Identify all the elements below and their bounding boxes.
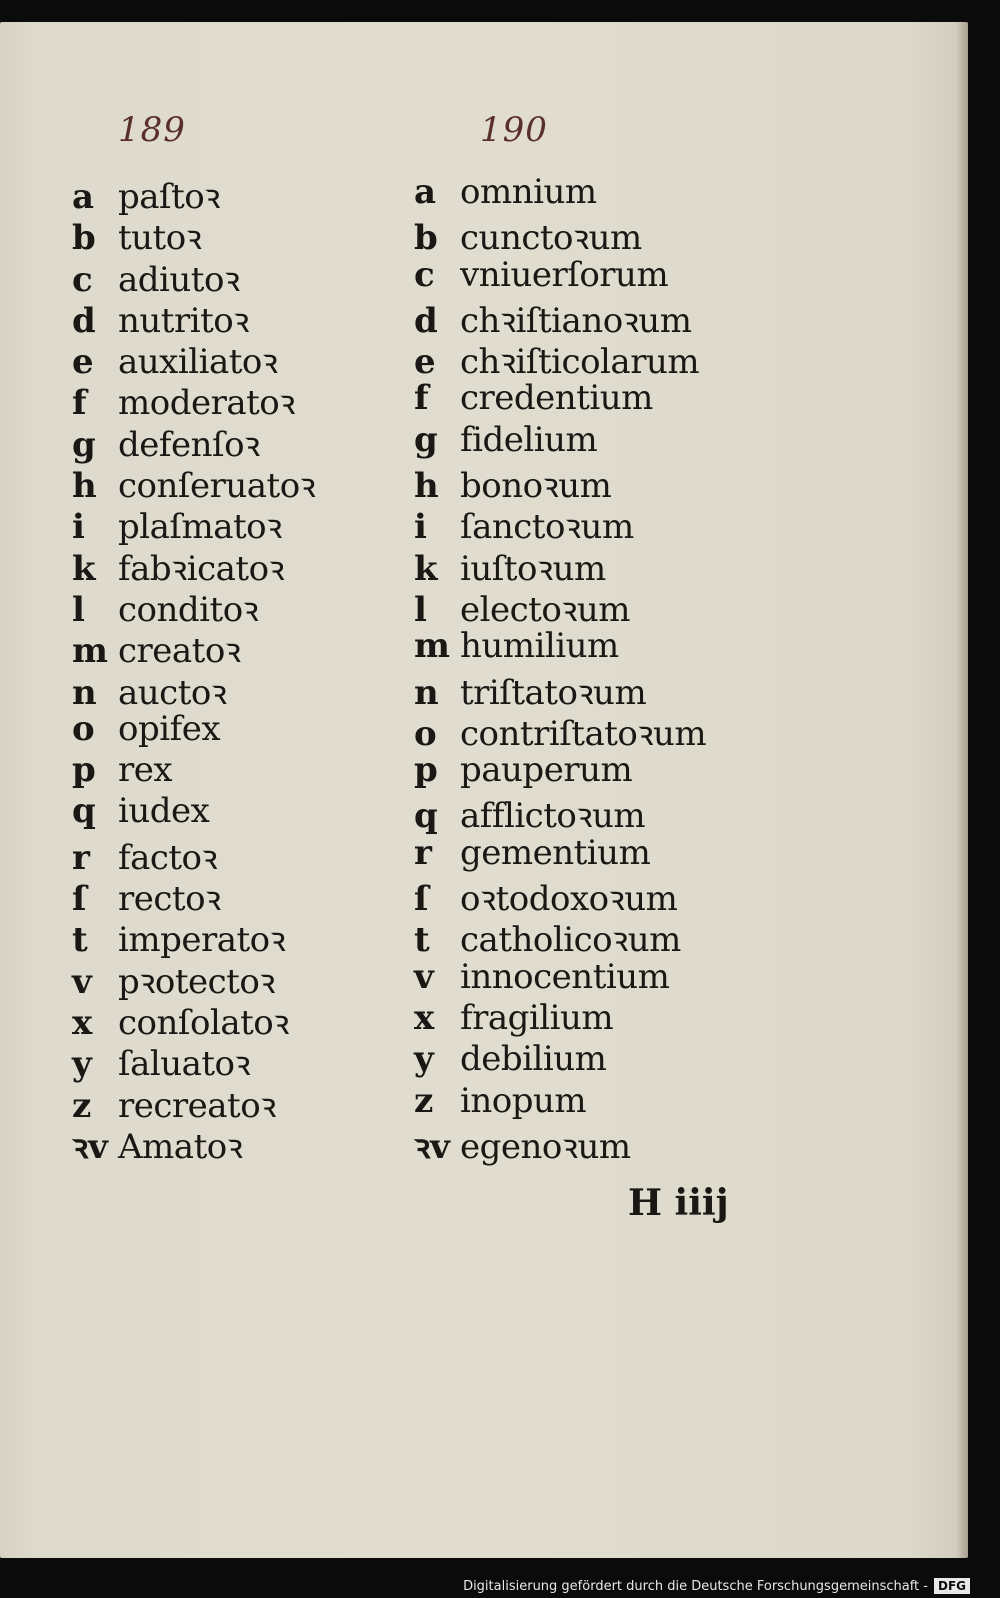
entry-letter: o [414,713,437,754]
digitization-credit [463,1578,970,1594]
entry-word: conſolatoꝛ [118,1002,289,1043]
entry-letter: c [414,254,435,295]
entry-word: oꝛtodoxoꝛum [460,879,678,920]
dfg-logo: DFG [934,1578,970,1594]
list-item [414,378,706,419]
entry-letter: r [72,837,90,878]
entry-letter: e [72,342,94,383]
entry-word: cunctoꝛum [460,218,642,259]
entry-word: auctoꝛ [118,672,227,713]
entry-word: auxiliatoꝛ [118,342,278,383]
entry-letter: a [72,177,95,217]
entry-letter: x [72,1002,93,1043]
entry-word: gementium [460,832,651,873]
list-item [72,957,315,1002]
list-item [414,420,706,461]
entry-word: nutritoꝛ [118,300,249,341]
entry-word: plaſmatoꝛ [118,507,282,548]
entry-word: conditoꝛ [118,589,259,630]
entry-word: vniuerſorum [460,254,669,295]
entry-word: innocentium [460,956,670,997]
entry-letter: i [72,507,85,548]
list-item [414,1122,706,1167]
entry-letter: v [414,956,434,997]
list-item [72,296,315,341]
entry-word: conſeruatoꝛ [118,466,316,507]
list-item [72,626,315,672]
list-item [414,791,706,837]
list-item [414,172,706,213]
entry-letter: e [414,342,436,383]
list-item [414,255,706,296]
entry-word: fabꝛicatoꝛ [118,548,285,589]
entry-word: opifex [118,708,220,749]
entry-word: fidelium [460,419,598,460]
list-item [72,461,316,507]
entry-word: imperatoꝛ [118,920,286,961]
list-item [72,255,315,300]
list-item [414,585,706,630]
list-item [72,1039,315,1085]
entry-word: factoꝛ [118,837,218,878]
entry-word: creatoꝛ [118,631,241,672]
folio-number-right: 190 [480,110,548,150]
entry-letter: v [72,961,92,1002]
list-item [72,709,315,750]
entry-letter: b [414,218,438,259]
list-item [72,791,315,832]
entry-letter: z [72,1085,92,1126]
entry-letter: i [414,507,427,548]
entry-word: catholicoꝛum [460,920,681,961]
list-item [414,998,706,1039]
entry-letter: n [414,672,439,713]
entry-letter: r [414,832,432,873]
list-item [414,213,706,259]
book-page [0,22,968,1558]
entry-word: debilium [460,1039,607,1080]
entry-word: triſtatoꝛum [460,672,647,713]
right-word-column [414,172,707,1167]
signature-mark: H iiij [628,1182,729,1224]
entry-letter: f [72,383,87,424]
entry-word: humilium [460,626,619,667]
list-item [414,915,706,961]
entry-letter: q [414,796,438,837]
entry-word: chꝛiſtianoꝛum [460,300,692,341]
list-item [414,1039,706,1080]
entry-word: Amatoꝛ [118,1126,243,1167]
list-item [72,833,315,878]
entry-letter: c [72,259,93,300]
entry-letter: z [414,1080,434,1121]
entry-letter: p [72,750,96,791]
entry-letter: p [414,750,438,791]
entry-letter: ꝛv [72,1126,108,1167]
entry-word: iudex [118,791,210,832]
list-item [72,420,315,465]
entry-word: contriſtatoꝛum [460,713,707,754]
entry-letter: l [72,589,85,630]
entry-letter: ſ [72,879,87,920]
entry-word: adiutoꝛ [118,259,240,300]
list-item [414,668,706,713]
entry-word: inopum [460,1080,587,1121]
entry-word: egenoꝛum [460,1126,631,1167]
entry-word: tutoꝛ [118,218,202,259]
entry-letter: h [414,466,439,507]
entry-word: afflictoꝛum [460,796,646,837]
entry-letter: g [72,424,96,465]
entry-word: moderatoꝛ [118,383,295,424]
list-item [414,461,706,507]
list-item [414,544,706,589]
entry-word: bonoꝛum [460,466,612,507]
list-item [414,626,706,667]
entry-letter: k [72,548,96,589]
entry-word: credentium [460,378,653,419]
entry-word: fragilium [460,997,614,1038]
entry-word: rectoꝛ [118,879,221,920]
list-item [414,833,706,874]
entry-word: rex [118,750,173,791]
list-item [72,1122,315,1167]
entry-letter: m [414,626,450,667]
list-item [72,544,315,589]
entry-letter: a [414,172,437,212]
list-item [72,502,315,548]
list-item [414,296,706,341]
list-item [72,172,315,217]
list-item [72,750,315,791]
entry-letter: m [72,631,108,672]
list-item [72,915,315,961]
entry-word: pauperum [460,750,633,791]
list-item [414,957,706,998]
entry-word: iuſtoꝛum [460,548,606,589]
entry-word: chꝛiſticolarum [460,342,700,383]
list-item [414,337,706,383]
folio-number-left: 189 [118,110,186,150]
entry-letter: t [72,920,88,961]
entry-letter: d [414,300,438,341]
entry-word: pꝛotectoꝛ [118,961,275,1002]
list-item [72,378,315,424]
entry-letter: y [72,1044,92,1085]
entry-letter: n [72,672,97,713]
entry-word: paſtoꝛ [118,177,220,217]
entry-letter: k [414,548,438,589]
list-item [414,750,706,791]
entry-letter: d [72,300,96,341]
entry-letter: l [414,589,427,630]
entry-word: electoꝛum [460,589,631,630]
entry-word: omnium [460,172,597,212]
list-item [72,668,315,713]
entry-letter: o [72,708,95,749]
entry-letter: h [72,466,97,507]
list-item [414,502,706,548]
entry-word: defenſoꝛ [118,424,260,465]
credit-text: Digitalisierung gefördert durch die Deutsche Forschungsgemeinschaft - [463,1578,928,1594]
entry-word: ſanctoꝛum [460,507,634,548]
left-word-column [72,172,316,1167]
entry-letter: f [414,378,429,419]
list-item [72,337,315,383]
entry-letter: ꝛv [414,1126,450,1167]
list-item [72,213,315,259]
entry-word: recreatoꝛ [118,1085,276,1126]
entry-letter: q [72,791,96,832]
entry-letter: t [414,920,430,961]
entry-letter: x [414,997,435,1038]
entry-letter: b [72,218,96,259]
entry-letter: y [414,1039,434,1080]
entry-letter: g [414,419,438,460]
entry-word: ſaluatoꝛ [118,1044,251,1085]
list-item [72,585,315,630]
list-item [72,998,315,1043]
entry-letter: ſ [414,879,429,920]
list-item [414,874,706,920]
list-item [72,874,315,920]
list-item [72,1081,315,1126]
list-item [414,709,707,754]
list-item [414,1081,706,1122]
